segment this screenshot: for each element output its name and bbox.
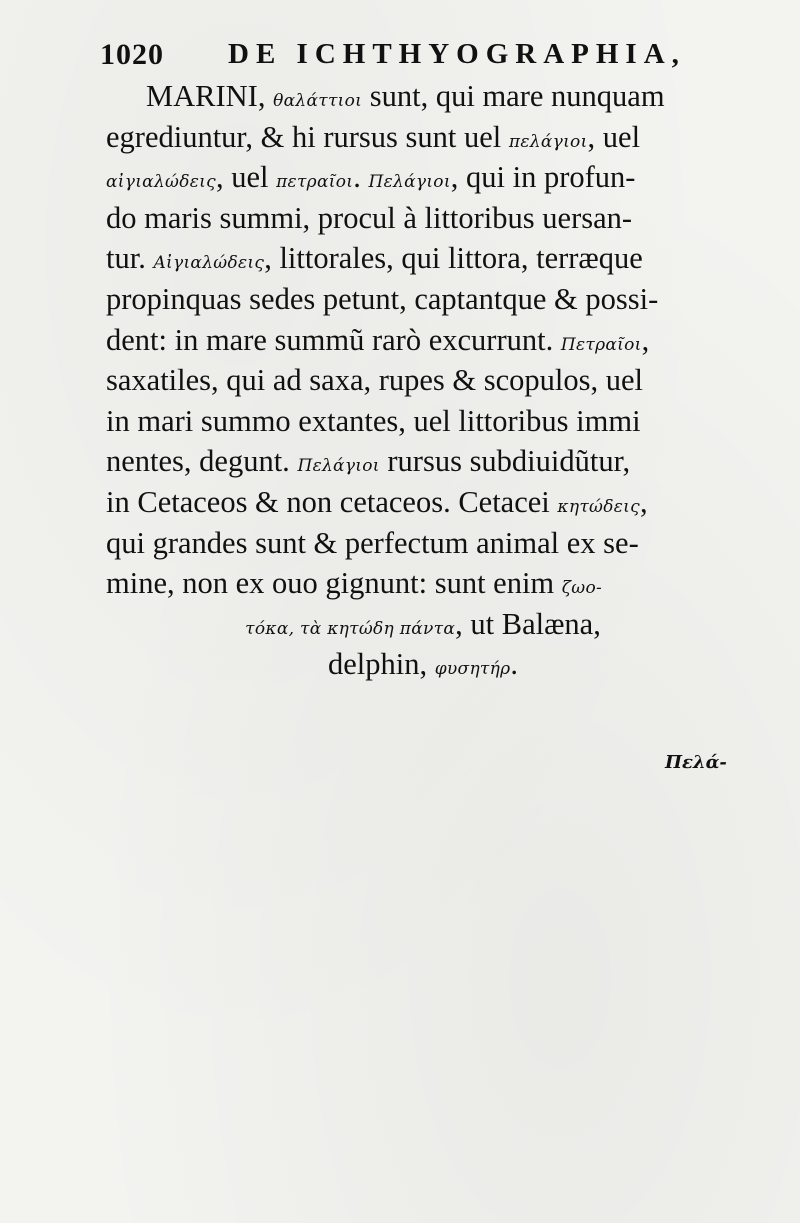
greek-word: αἰγιαλώδεις: [106, 172, 216, 193]
body-text: [106, 76, 740, 685]
latin-text: .: [353, 160, 369, 195]
catchword: Πελά-: [665, 752, 727, 773]
latin-text: mine, non ex ouo gignunt: sunt enim: [106, 566, 562, 601]
latin-text: MARINI,: [146, 79, 274, 113]
latin-text: in mari summo extantes, uel littoribus immi: [106, 403, 641, 438]
latin-text: delphin,: [327, 647, 435, 682]
latin-text: sunt, qui mare nunquam: [362, 79, 665, 113]
text-line-centered: [106, 604, 740, 645]
latin-text: qui grandes sunt & perfectum animal ex se-: [106, 525, 639, 560]
latin-text: propinquas sedes petunt, captantque & possi-: [106, 281, 659, 316]
latin-text: , littorales, qui littora, terræque: [264, 241, 643, 276]
latin-text: , uel: [215, 160, 277, 195]
text-line: [106, 360, 740, 401]
text-line: [106, 401, 740, 442]
latin-text: ,: [639, 484, 648, 519]
text-line: [106, 117, 740, 158]
latin-text: nentes, degunt.: [106, 444, 298, 479]
greek-word: φυσητήρ: [434, 659, 511, 680]
latin-text: tur.: [106, 241, 154, 276]
text-line: [106, 238, 740, 279]
greek-word: πελάγιοι: [508, 131, 588, 152]
latin-text: saxatiles, qui ad saxa, rupes & scopulos, uel: [106, 363, 644, 398]
latin-text: , ut Balæna,: [455, 606, 601, 641]
greek-word: πετραῖοι: [276, 172, 354, 193]
latin-text: rursus subdiuidũtur,: [379, 444, 631, 479]
latin-text: egrediuntur, & hi rursus sunt uel: [106, 119, 509, 154]
running-title: DE ICHTHYOGRAPHIA,: [228, 38, 686, 70]
text-line: [106, 320, 740, 361]
text-line: [106, 523, 740, 564]
text-line: [106, 198, 740, 239]
text-line: [106, 563, 740, 604]
latin-text: , uel: [587, 119, 641, 154]
greek-word: Πελάγιοι: [297, 456, 380, 477]
greek-word: τόκα, τὰ κητώδη πάντα: [245, 618, 456, 639]
latin-text: in Cetaceos & non cetaceos. Cetacei: [106, 484, 558, 519]
greek-word: Πετραῖοι: [560, 334, 642, 355]
latin-text: do maris summi, procul à littoribus uersan-: [106, 200, 633, 235]
text-line: [106, 441, 740, 482]
running-head: [100, 30, 740, 80]
latin-text: , qui in profun-: [450, 160, 636, 195]
greek-word: ζωο-: [561, 578, 603, 599]
text-line: [106, 76, 740, 117]
text-line: [106, 279, 740, 320]
greek-word: Αἰγιαλώδεις: [153, 253, 265, 274]
text-line-centered: [106, 644, 740, 685]
text-line: [106, 157, 740, 198]
latin-text: .: [510, 647, 519, 682]
latin-text: ,: [641, 322, 650, 357]
text-line: [106, 482, 740, 523]
page-number: 1020: [100, 38, 164, 71]
latin-text: dent: in mare summũ rarò excurrunt.: [106, 322, 561, 357]
greek-word: θαλάττιοι: [273, 91, 363, 111]
greek-word: κητώδεις: [557, 496, 640, 517]
greek-word: Πελάγιοι: [368, 172, 451, 193]
